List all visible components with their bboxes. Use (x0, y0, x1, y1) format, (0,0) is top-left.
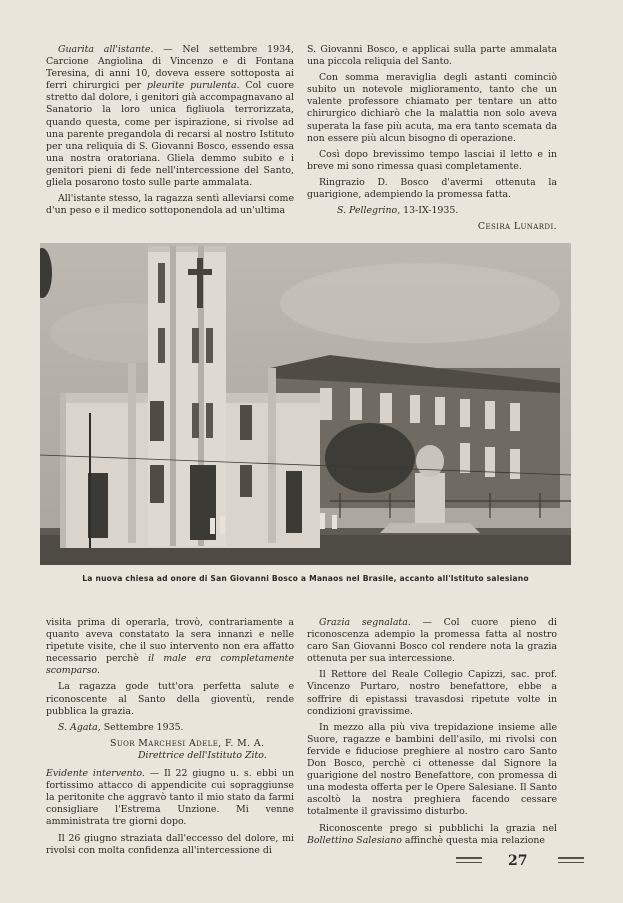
signature-name: Suor Marchesi Adele, F. M. A. (110, 737, 265, 749)
paragraph: Il 26 giugno straziata dall'eccesso del dolore, mi rivolsi con molta confidenza all'intercessione di (46, 832, 294, 856)
page-number: 27 (508, 853, 528, 869)
ornament-left (456, 857, 482, 867)
ornament-right (558, 857, 584, 867)
paragraph: S. Giovanni Bosco, e applicai sulla parte ammalata una piccola reliquia del Santo. (307, 44, 557, 68)
church-photo (40, 243, 571, 565)
signature-place-date: S. Agata, Settembre 1935. (58, 721, 184, 733)
paragraph: La ragazza gode tutt'ora perfetta salute e riconoscente al Santo della gioventù, rende pubblica la grazia. (46, 681, 294, 717)
paragraph: All'istante stesso, la ragazza sentì alleviarsi come d'un peso e il medico sottoponendola ad un'ultima (46, 193, 294, 217)
photo-caption: La nuova chiesa ad onore di San Giovanni Bosco a Manaos nel Brasile, accanto all'Istituto salesiano (82, 574, 529, 583)
paragraph: In mezzo alla più viva trepidazione insieme alle Suore, ragazze e bambini dell'asilo, mi rivolsi con fervide e fiduciose preghiere al nostro caro Santo Don Bosco, perchè ci ottenesse dal Signore la guarigione del nostro Benefattore, con promessa di una modesta offerta per le Opere Salesiane. Il Santo ascoltò la nostra preghiera facendo cessare totalmente il gravissimo disturbo. (307, 721, 557, 818)
paragraph: Riconoscente prego si pubblichi la grazia nel Bollettino Salesiano affinchè questa mia relazione (307, 822, 557, 846)
paragraph: Evidente intervento. — Il 22 giugno u. s. ebbi un fortissimo attacco di appendicite cui sopraggiunse la peritonite che aggravò tanto il mio stato da farmi consigliare l'Estrema Unzione. Mi venne amministrata tre giorni dopo. (46, 768, 294, 828)
church-illustration (40, 243, 571, 565)
paragraph: Guarita all'istante. — Nel settembre 1934, Carcione Angiolina di Vincenzo e di Fontana Teresina, di anni 10, doveva essere sottoposta ai ferri chirurgici per pleurite purulenta. Col cuore stretto dal dolore, i genitori già accompagnavano al Sanatorio la loro unica figliuola terrorizzata, quando questa, come per ispirazione, si rivolse ad una parente pregandola di recarsi al nostro Istituto per una reliquia di S. Giovanni Bosco, essendo essa una nostra oratoriana. Gliela demmo subito e i genitori pieni di fede nell'intercessione del Santo, gliela posarono tosto sulle parte ammalata. (46, 44, 294, 189)
column-top-left (46, 44, 294, 221)
heading-evidente: Evidente intervento. (46, 768, 145, 780)
page-footer (440, 853, 590, 873)
heading-grazia: Grazia segnalata. (319, 617, 411, 628)
paragraph: Con somma meraviglia degli astanti cominciò subito un notevole miglioramento, tanto che un valente professore chiamato per tentare un atto chirurgico dichiarò che la malattia non solo aveva superata la fase più acuta, ma era tanto scemata da non essere più alcun bisogno di operazione. (307, 72, 557, 144)
signature-place-date: S. Pellegrino, 13-IX-1935. (337, 205, 459, 217)
column-top-right (307, 44, 557, 237)
heading-guarita: Guarita all'istante. (58, 44, 154, 55)
column-bottom-right (307, 617, 557, 851)
column-bottom-left (46, 617, 294, 861)
paragraph: visita prima di operarla, trovò, contrariamente a quanto aveva constatato la sera innanzi e nelle ripetute visite, che il suo intervento non era affatto necessario perchè il male era completamente scomparso. (46, 617, 294, 677)
paragraph: Il Rettore del Reale Collegio Capizzi, sac. prof. Vincenzo Purtaro, nostro benefattore, ebbe a soffrire di epistassi travasdosi ripetute volte in condizioni gravissime. (307, 669, 557, 717)
signature-role: Direttrice dell'Istituto Zito. (138, 749, 267, 761)
signature-name: Cesira Lunardi. (477, 221, 557, 233)
paragraph: Così dopo brevissimo tempo lasciai il letto e in breve mi sono rimessa quasi completamente. (307, 148, 557, 172)
paragraph: Ringrazio D. Bosco d'avermi ottenuta la guarigione, adempiendo la promessa fatta. (307, 176, 557, 201)
paragraph: Grazia segnalata. — Col cuore pieno di riconoscenza adempio la promessa fatta al nostro caro San Giovanni Bosco col rendere nota la grazia ottenuta per sua intercessione. (307, 617, 557, 665)
